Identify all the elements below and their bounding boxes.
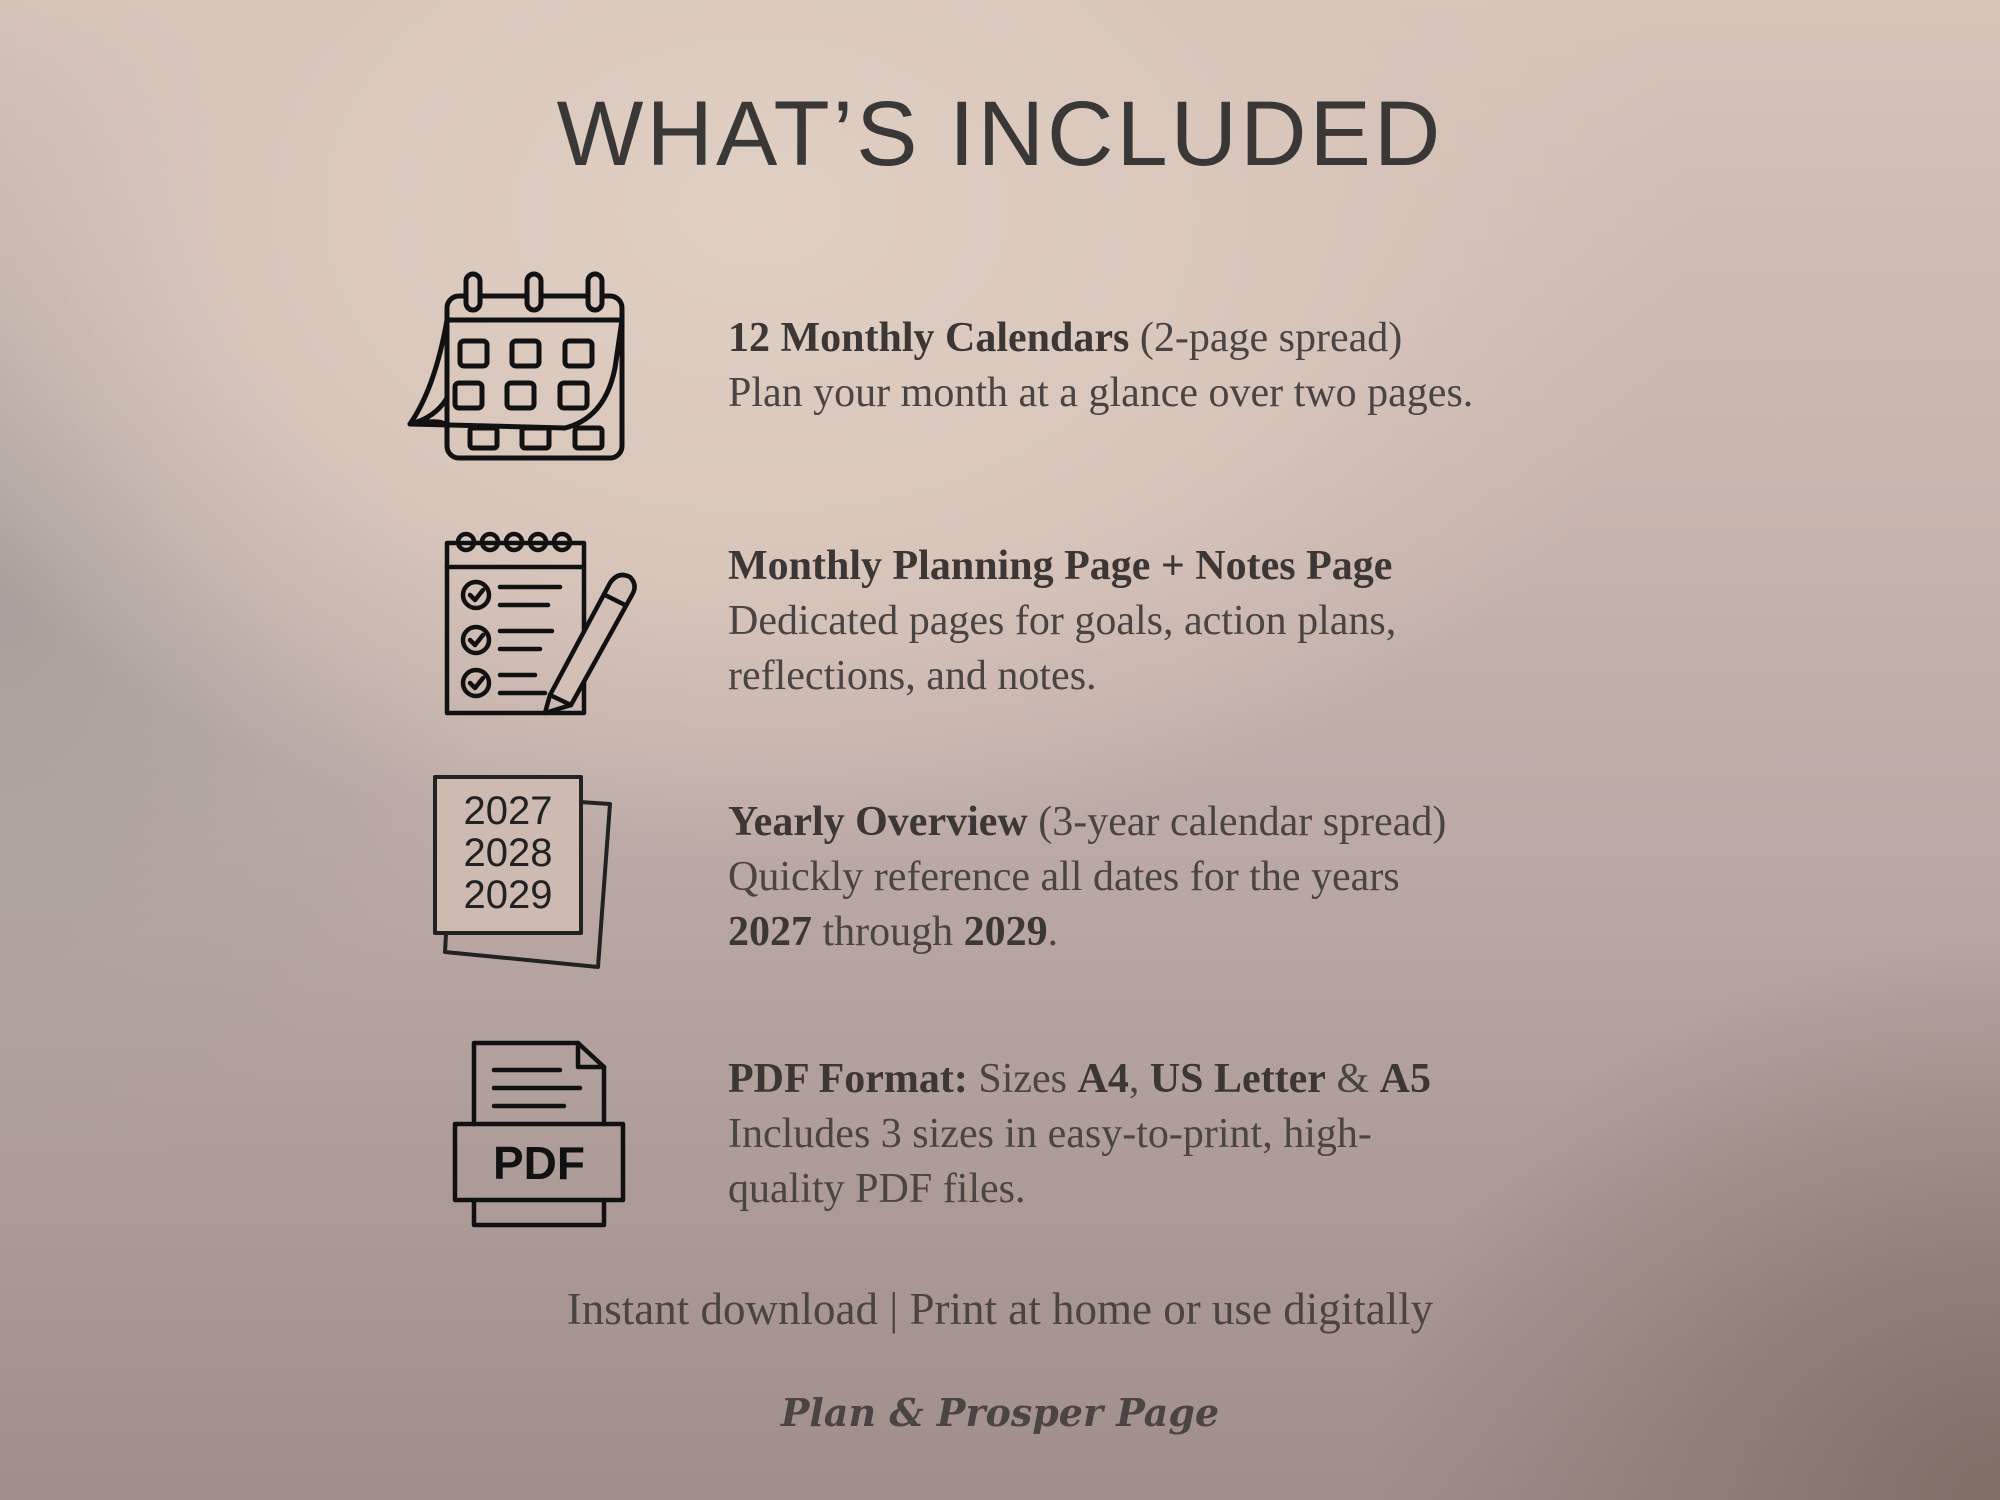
item-heading: [728, 795, 1728, 850]
icon-year-3: 2029: [463, 873, 553, 917]
size-a5: A5: [1379, 1056, 1431, 1102]
icon-year-1: 2027: [463, 789, 553, 833]
item-description-line-1: Dedicated pages for goals, action plans,: [728, 598, 1397, 644]
year-start: 2027: [728, 909, 812, 955]
pdf-file-icon: [452, 1040, 627, 1230]
brand-signature: Plan & Prosper Page: [780, 1390, 1220, 1435]
year-through: through: [812, 909, 964, 955]
item-heading-bold: Yearly Overview: [728, 799, 1028, 845]
item-monthly-planning: [728, 539, 1728, 704]
checklist-pencil-icon: [440, 525, 640, 720]
footer-note: Instant download | Print at home or use digitally: [566, 1284, 1434, 1334]
item-description-line-1: Includes 3 sizes in easy-to-print, high-: [728, 1111, 1372, 1157]
sizes-label: Sizes: [967, 1056, 1078, 1102]
item-pdf-format: [728, 1052, 1728, 1217]
item-description-line-1: Quickly reference all dates for the years: [728, 854, 1400, 900]
item-heading: [728, 311, 1728, 366]
year-period: .: [1047, 909, 1059, 955]
item-heading-rest: (2-page spread): [1129, 315, 1403, 361]
item-heading-bold: PDF Format:: [728, 1056, 968, 1102]
item-heading: [728, 539, 1728, 594]
item-description: Plan your month at a glance over two pages.: [728, 370, 1474, 416]
item-heading-bold: 12 Monthly Calendars: [728, 315, 1130, 361]
icon-year-2: 2028: [463, 831, 553, 875]
calendar-icon: [405, 268, 635, 468]
item-heading-bold: Monthly Planning Page + Notes Page: [728, 543, 1393, 589]
item-description-line-2: reflections, and notes.: [728, 653, 1097, 699]
item-yearly-overview: [728, 795, 1728, 960]
size-us-letter: US Letter: [1149, 1056, 1326, 1102]
size-separator: ,: [1128, 1056, 1150, 1102]
item-description-line-2: [728, 905, 1728, 960]
size-a4: A4: [1077, 1056, 1129, 1102]
year-end: 2029: [963, 909, 1048, 955]
yearly-pages-icon: [430, 772, 615, 972]
page-title: WHAT’S INCLUDED: [556, 83, 1444, 185]
item-monthly-calendars: [728, 311, 1728, 421]
item-heading: [728, 1052, 1728, 1107]
size-separator: &: [1325, 1056, 1380, 1102]
icon-pdf-label: PDF: [493, 1137, 585, 1189]
item-heading-rest: (3-year calendar spread): [1027, 799, 1447, 845]
item-description-line-2: quality PDF files.: [728, 1166, 1026, 1212]
